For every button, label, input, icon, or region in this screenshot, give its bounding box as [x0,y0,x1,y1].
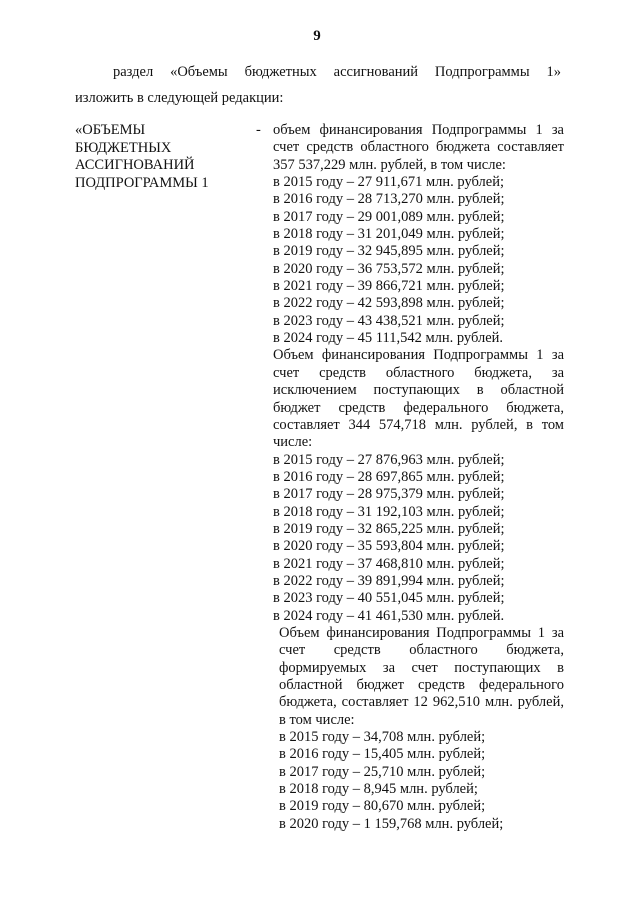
section1-text: объем финансирования Подпрограммы 1 за счет средств областного бюджета составляет 357 537,229 млн. рублей, в том числе: [273,122,564,173]
page-number: 9 [313,28,321,44]
year-line: в 2018 году – 8,945 млн. рублей; [279,781,478,798]
year-line: в 2017 году – 25,710 млн. рублей; [279,763,486,780]
year-line: в 2019 году – 32 945,895 млн. рублей; [273,243,505,260]
section3-text: Объем финансирования Подпрограммы 1 за счет средств областного бюджета, формируемых за счет поступающих в областной бюджет средств федерального бюджета, составляет 12 962,510 млн. рублей, в том числе: [279,624,564,728]
year-line: в 2017 году – 29 001,089 млн. рублей; [273,208,505,225]
year-line: в 2017 году – 28 975,379 млн. рублей; [273,486,505,503]
heading-line: ПОДПРОГРАММЫ 1 [75,174,209,191]
funding-details [273,122,564,833]
section1-years [273,174,564,347]
year-line: в 2015 году – 27 876,963 млн. рублей; [273,451,505,468]
heading-line: «ОБЪЕМЫ [75,122,146,138]
section-heading [75,122,245,192]
year-line: в 2019 году – 32 865,225 млн. рублей; [273,520,505,537]
heading-line: АССИГНОВАНИЙ [75,157,195,173]
year-line: в 2020 году – 35 593,804 млн. рублей; [273,538,505,555]
year-line: в 2023 году – 40 551,045 млн. рублей; [273,590,505,607]
dash-marker: - [256,122,261,138]
heading-line: БЮДЖЕТНЫХ [75,139,172,156]
year-line: в 2020 году – 36 753,572 млн. рублей; [273,260,505,277]
year-line: в 2024 году – 41 461,530 млн. рублей. [273,607,505,624]
year-line: в 2018 году – 31 201,049 млн. рублей; [273,226,505,243]
year-line: в 2022 году – 39 891,994 млн. рублей; [273,572,505,589]
year-line: в 2020 году – 1 159,768 млн. рублей; [279,815,504,832]
year-line: в 2022 году – 42 593,898 млн. рублей; [273,295,505,312]
year-line: в 2021 году – 37 468,810 млн. рублей; [273,555,505,572]
section2-years [273,452,564,625]
year-line: в 2024 году – 45 111,542 млн. рублей. [273,330,504,347]
year-line: в 2016 году – 28 713,270 млн. рублей; [273,191,505,208]
year-line: в 2018 году – 31 192,103 млн. рублей; [273,503,505,520]
year-line: в 2016 году – 15,405 млн. рублей; [279,746,486,763]
year-line: в 2016 году – 28 697,865 млн. рублей; [273,468,505,485]
section2-text: Объем финансирования Подпрограммы 1 за счет средств областного бюджета, за исключением поступающих в областной бюджет средств федерального бюджета, составляет 344 574,718 млн. рублей, в том числе: [273,347,564,451]
year-line: в 2023 году – 43 438,521 млн. рублей; [273,312,505,329]
intro-line-1: раздел «Объемы бюджетных ассигнований Подпрограммы 1» [113,64,561,80]
year-line: в 2015 году – 34,708 млн. рублей; [279,729,486,746]
year-line: в 2015 году – 27 911,671 млн. рублей; [273,174,504,191]
intro-line-2: изложить в следующей редакции: [75,90,284,106]
section3-years [273,729,564,833]
year-line: в 2019 году – 80,670 млн. рублей; [279,798,486,815]
year-line: в 2021 году – 39 866,721 млн. рублей; [273,278,505,295]
